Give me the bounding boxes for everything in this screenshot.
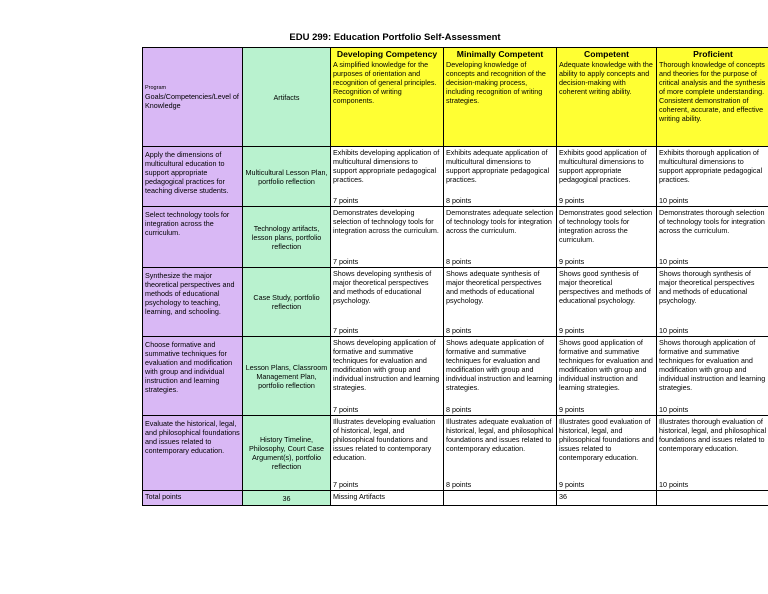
- table-row: [143, 337, 768, 416]
- artifacts-header-label: Artifacts: [273, 92, 300, 102]
- table-row: [143, 268, 768, 337]
- criteria-cell: [444, 207, 557, 268]
- points-label: 7 points: [333, 405, 359, 414]
- total-points-label-cell: [143, 491, 243, 506]
- level-description: Thorough knowledge of concepts and theories for the purpose of critical analysis and the synthesis of more complete understanding. Consistent demonstration of coherent, accurate, and effective writing ability.: [659, 60, 766, 123]
- goals-header-cell: [143, 48, 243, 147]
- points-label: 10 points: [659, 196, 689, 205]
- criteria-text: Exhibits good application of multicultural dimensions to support appropriate pedagogical practices.: [559, 148, 647, 184]
- criteria-text: Illustrates developing evaluation of historical, legal, and philosophical foundations and issues related to contemporary education.: [333, 417, 436, 462]
- criteria-text: Shows adequate application of formative and summative techniques for evaluation and modification with group and individual instruction and learning strategies.: [446, 338, 553, 392]
- level-header-developing: [331, 48, 444, 147]
- artifacts-cell: [243, 207, 331, 268]
- criteria-text: Exhibits adequate application of multicultural dimensions to support appropriate pedagogical practices.: [446, 148, 550, 184]
- artifacts-cell: [243, 416, 331, 491]
- table-row: [143, 147, 768, 207]
- criteria-cell: [657, 207, 768, 268]
- criteria-text: Exhibits thorough application of multicultural dimensions to support appropriate pedagogical practices.: [659, 148, 763, 184]
- artifacts-cell: [243, 147, 331, 207]
- missing-artifacts-cell: [331, 491, 444, 506]
- points-label: 9 points: [559, 326, 585, 335]
- criteria-cell: [444, 416, 557, 491]
- points-label: 7 points: [333, 326, 359, 335]
- goals-header-label: Goals/Competencies/Level of Knowledge: [145, 91, 239, 110]
- criteria-cell: [657, 268, 768, 337]
- artifacts-cell: [243, 268, 331, 337]
- level-name: Minimally Competent: [456, 49, 544, 59]
- artifacts-text: Multicultural Lesson Plan, portfolio reflection: [245, 167, 328, 186]
- criteria-cell: [331, 416, 444, 491]
- total-cell-minimally: [444, 491, 557, 506]
- goal-cell: [143, 268, 243, 337]
- points-label: 9 points: [559, 405, 585, 414]
- level-description: Developing knowledge of concepts and recognition of the decision-making process, including recognition of writing strategies.: [446, 60, 546, 105]
- total-cell-proficient: [657, 491, 768, 506]
- artifacts-header-cell: [243, 48, 331, 147]
- level-description: Adequate knowledge with the ability to apply concepts and decision-making with coherent writing ability.: [559, 60, 653, 96]
- goal-cell: [143, 337, 243, 416]
- missing-artifacts-label: Missing Artifacts: [333, 492, 385, 501]
- points-label: 8 points: [446, 405, 472, 414]
- competent-total-value: 36: [559, 492, 567, 501]
- artifacts-total-value: 36: [282, 493, 291, 503]
- criteria-text: Shows good application of formative and summative techniques for evaluation and modification with group and individual instruction and learning strategies.: [559, 338, 653, 392]
- artifacts-text: Lesson Plans, Classroom Management Plan, portfolio reflection: [245, 362, 328, 390]
- criteria-cell: [331, 207, 444, 268]
- artifacts-text: Technology artifacts, lesson plans, portfolio reflection: [251, 223, 322, 251]
- criteria-text: Demonstrates thorough selection of technology tools for integration across the curriculum.: [659, 208, 765, 235]
- criteria-text: Shows adequate synthesis of major theoretical perspectives and methods of educational psychology.: [446, 269, 542, 305]
- points-label: 9 points: [559, 196, 585, 205]
- criteria-text: Shows good synthesis of major theoretical perspectives and methods of educational psychology.: [559, 269, 651, 305]
- criteria-text: Illustrates good evaluation of historical, legal, and philosophical foundations and issues related to contemporary education.: [559, 417, 654, 462]
- points-label: 10 points: [659, 405, 689, 414]
- criteria-cell: [557, 207, 657, 268]
- criteria-cell: [444, 337, 557, 416]
- artifacts-text: History Timeline, Philosophy, Court Case Argument(s), portfolio reflection: [249, 435, 324, 471]
- criteria-cell: [557, 337, 657, 416]
- goal-text: Choose formative and summative techniques for evaluation and modification with group and individual instruction and learning strategies.: [145, 340, 233, 394]
- points-label: 8 points: [446, 326, 472, 335]
- criteria-cell: [444, 268, 557, 337]
- criteria-text: Shows thorough application of formative and summative techniques for evaluation and modification with group and individual instruction and learning strategies.: [659, 338, 766, 392]
- criteria-text: Demonstrates developing selection of technology tools for integration across the curriculum.: [333, 208, 439, 235]
- points-label: 10 points: [659, 257, 689, 266]
- points-label: 10 points: [659, 326, 689, 335]
- level-name: Proficient: [693, 49, 733, 59]
- criteria-text: Shows thorough synthesis of major theoretical perspectives and methods of educational psychology.: [659, 269, 755, 305]
- program-label: Program: [145, 84, 167, 91]
- points-label: 10 points: [659, 480, 689, 489]
- criteria-cell: [331, 337, 444, 416]
- criteria-cell: [557, 147, 657, 207]
- table-row: [143, 416, 768, 491]
- goal-text: Evaluate the historical, legal, and philosophical foundations and issues related to contemporary education.: [145, 419, 240, 455]
- criteria-text: Illustrates adequate evaluation of historical, legal, and philosophical foundations and issues related to contemporary education.: [446, 417, 554, 453]
- total-cell-competent: [557, 491, 657, 506]
- goal-text: Apply the dimensions of multicultural education to support appropriate pedagogical practices for teaching diverse students.: [145, 150, 229, 195]
- criteria-cell: [557, 268, 657, 337]
- criteria-text: Shows developing synthesis of major theoretical perspectives and methods of educational psychology.: [333, 269, 432, 305]
- table-row: [143, 207, 768, 268]
- points-label: 7 points: [333, 196, 359, 205]
- level-name: Competent: [584, 49, 629, 59]
- criteria-cell: [657, 416, 768, 491]
- header-row: [143, 48, 768, 147]
- document-title: EDU 299: Education Portfolio Self-Assessment: [289, 32, 501, 43]
- goal-cell: [143, 207, 243, 268]
- artifacts-cell: [243, 337, 331, 416]
- artifacts-text: Case Study, portfolio reflection: [253, 293, 320, 311]
- level-header-minimally-competent: [444, 48, 557, 147]
- criteria-text: Illustrates thorough evaluation of historical, legal, and philosophical foundations and issues related to contemporary education.: [659, 417, 767, 453]
- points-label: 8 points: [446, 196, 472, 205]
- goal-text: Select technology tools for integration across the curriculum.: [145, 210, 230, 237]
- criteria-cell: [331, 147, 444, 207]
- criteria-cell: [444, 147, 557, 207]
- points-label: 9 points: [559, 257, 585, 266]
- criteria-text: Shows developing application of formative and summative techniques for evaluation and modification with group and individual instruction and learning strategies.: [333, 338, 440, 392]
- criteria-cell: [331, 268, 444, 337]
- level-header-competent: [557, 48, 657, 147]
- level-header-proficient: [657, 48, 768, 147]
- criteria-cell: [657, 337, 768, 416]
- rubric-table: [142, 47, 768, 506]
- points-label: 7 points: [333, 257, 359, 266]
- artifacts-total-cell: [243, 491, 331, 506]
- criteria-cell: [557, 416, 657, 491]
- criteria-text: Demonstrates good selection of technology tools for integration across the curriculum.: [559, 208, 653, 244]
- criteria-text: Exhibits developing application of multicultural dimensions to support appropriate pedagogical practices.: [333, 148, 440, 184]
- totals-row: [143, 491, 768, 506]
- points-label: 8 points: [446, 257, 472, 266]
- points-label: 7 points: [333, 480, 359, 489]
- level-description: A simplified knowledge for the purposes of orientation and recognition of general principles. Recognition of writing components.: [333, 60, 437, 105]
- points-label: 9 points: [559, 480, 585, 489]
- criteria-cell: [657, 147, 768, 207]
- points-label: 8 points: [446, 480, 472, 489]
- goal-text: Synthesize the major theoretical perspectives and methods of educational psychology to teaching, learning, and schooling.: [145, 271, 235, 316]
- criteria-text: Demonstrates adequate selection of technology tools for integration across the curriculum.: [446, 208, 554, 235]
- level-name: Developing Competency: [336, 49, 438, 59]
- goal-cell: [143, 416, 243, 491]
- total-points-label: Total points: [145, 492, 182, 501]
- goal-cell: [143, 147, 243, 207]
